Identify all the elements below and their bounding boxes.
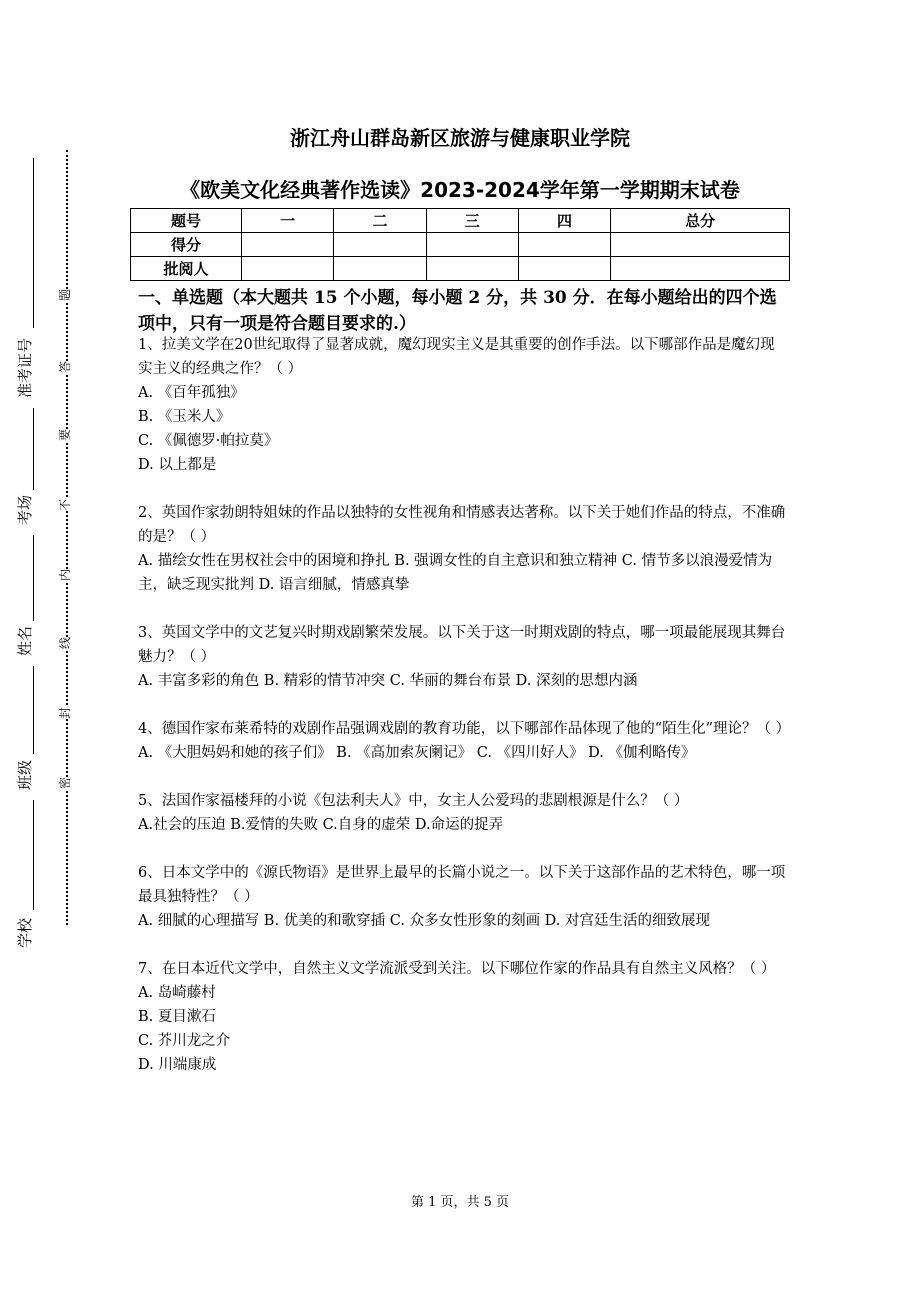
school-title: 浙江舟山群岛新区旅游与健康职业学院	[290, 126, 630, 150]
score-cell[interactable]	[426, 233, 518, 257]
question-3	[138, 621, 788, 693]
seal-char: 不	[58, 498, 73, 512]
score-cell[interactable]	[611, 233, 790, 257]
seal-char: 要	[58, 428, 73, 442]
grader-cell[interactable]	[518, 257, 610, 281]
cell-part-2: 二	[334, 209, 426, 233]
question-5	[138, 789, 788, 837]
seal-char: 封	[58, 706, 73, 720]
score-table-header-row	[131, 209, 790, 233]
class-field-line[interactable]	[33, 666, 34, 754]
question-stem: 2、英国作家勃朗特姐妹的作品以独特的女性视角和情感表达著称。以下关于她们作品的特点，不准确的是？（ ）	[138, 505, 786, 545]
grader-cell[interactable]	[426, 257, 518, 281]
cell-total: 总分	[611, 209, 790, 233]
grader-cell[interactable]	[611, 257, 790, 281]
seal-char: 内	[58, 568, 73, 582]
section-heading: 一、单选题（本大题共 15 个小题，每小题 2 分，共 30 分．在每小题给出的四个选项中，只有一项是符合题目要求的.）	[138, 288, 777, 334]
grader-cell[interactable]	[334, 257, 426, 281]
score-row	[131, 233, 790, 257]
question-7	[138, 957, 788, 1077]
school-field-line[interactable]	[33, 800, 34, 910]
score-cell[interactable]	[242, 233, 334, 257]
name-field-line[interactable]	[33, 535, 34, 621]
question-stem: 3、英国文学中的文艺复兴时期戏剧繁荣发展。以下关于这一时期戏剧的特点，哪一项最能展现其舞台魅力？（ ）	[138, 625, 786, 665]
seal-dotted-line	[66, 150, 68, 925]
option: D. 以上都是	[138, 457, 217, 473]
question-2	[138, 501, 788, 597]
options-line: A. 《大胆妈妈和她的孩子们》 B. 《高加索灰阑记》 C. 《四川好人》 D. 《伽利略传》	[138, 745, 696, 761]
options-line: A. 丰富多彩的角色 B. 精彩的情节冲突 C. 华丽的舞台布景 D. 深刻的思想内涵	[138, 673, 638, 689]
option: C. 芥川龙之介	[138, 1033, 231, 1049]
option: D. 川端康成	[138, 1057, 217, 1073]
label-school: 学校	[16, 917, 34, 948]
option: C. 《佩德罗·帕拉莫》	[138, 433, 279, 449]
score-cell[interactable]	[334, 233, 426, 257]
question-stem: 1、拉美文学在20世纪取得了显著成就，魔幻现实主义是其重要的创作手法。以下哪部作品是魔幻现实主义的经典之作？（ ）	[138, 337, 775, 377]
label-exam-room: 考场	[16, 494, 34, 525]
question-stem: 5、法国作家福楼拜的小说《包法利夫人》中，女主人公爱玛的悲剧根源是什么？（ ）	[138, 793, 689, 809]
exam-title: 《欧美文化经典著作选读》2023-2024学年第一学期期末试卷	[180, 178, 740, 202]
cell-grader-label: 批阅人	[131, 257, 242, 281]
options-line: A. 细腻的心理描写 B. 优美的和歌穿插 C. 众多女性形象的刻画 D. 对宫廷生活的细致展现	[138, 913, 711, 929]
option: B. 夏目漱石	[138, 1009, 216, 1025]
question-6	[138, 861, 788, 933]
question-4	[138, 717, 791, 765]
cell-question-number-label: 题号	[131, 209, 242, 233]
options-line: A.社会的压迫 B.爱情的失败 C.自身的虚荣 D.命运的捉弄	[138, 817, 504, 833]
cell-part-4: 四	[518, 209, 610, 233]
score-cell[interactable]	[518, 233, 610, 257]
option: B. 《玉米人》	[138, 409, 231, 425]
options-line: A. 描绘女性在男权社会中的困境和挣扎 B. 强调女性的自主意识和独立精神 C. 情节多以浪漫爱情为主，缺乏现实批判 D. 语言细腻，情感真挚	[138, 553, 773, 593]
question-stem: 6、日本文学中的《源氏物语》是世界上最早的长篇小说之一。以下关于这部作品的艺术特色，哪一项最具独特性？（ ）	[138, 865, 786, 905]
seal-char: 线	[58, 636, 73, 650]
question-1	[138, 333, 788, 477]
option: A. 岛崎藤村	[138, 985, 216, 1001]
seal-char: 答	[58, 360, 73, 374]
option: A. 《百年孤独》	[138, 385, 245, 401]
exam-room-field-line[interactable]	[33, 408, 34, 490]
label-name: 姓名	[16, 625, 34, 656]
question-stem: 7、在日本近代文学中，自然主义文学流派受到关注。以下哪位作家的作品具有自然主义风格？（ ）	[138, 961, 776, 977]
question-stem: 4、德国作家布莱希特的戏剧作品强调戏剧的教育功能，以下哪部作品体现了他的“陌生化”理论？（ ）	[138, 721, 791, 737]
cell-score-label: 得分	[131, 233, 242, 257]
grader-cell[interactable]	[242, 257, 334, 281]
seal-char: 密	[58, 776, 73, 790]
score-table	[130, 208, 790, 281]
grader-row	[131, 257, 790, 281]
seal-char: 题	[58, 288, 73, 302]
cell-part-1: 一	[242, 209, 334, 233]
cell-part-3: 三	[426, 209, 518, 233]
page-number: 第 1 页，共 5 页	[410, 1195, 510, 1210]
question-list	[138, 333, 791, 1101]
label-class: 班级	[16, 759, 34, 790]
label-exam-number: 准考证号	[16, 337, 34, 398]
